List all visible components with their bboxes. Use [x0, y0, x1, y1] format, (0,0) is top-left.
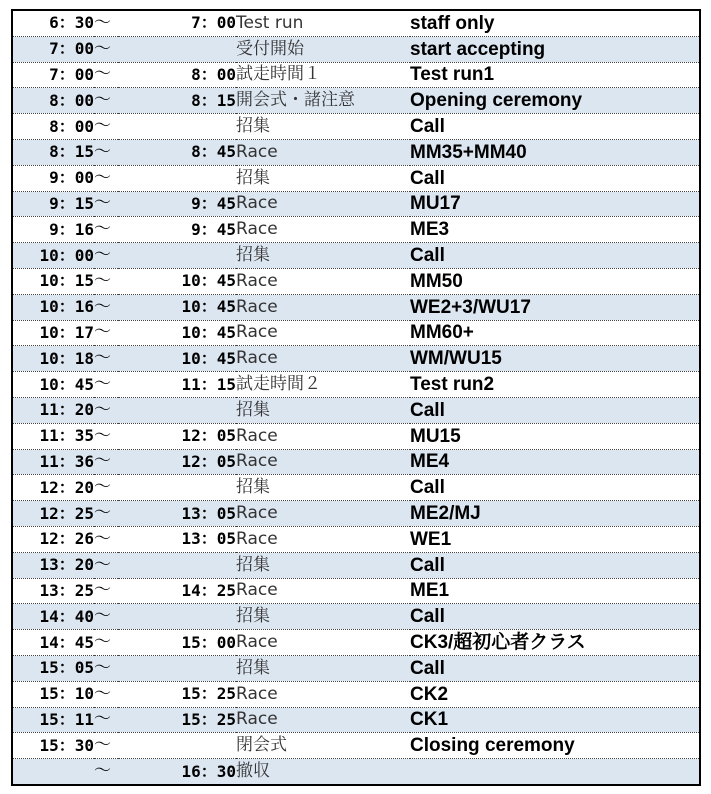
- activity-label: Race: [236, 191, 410, 217]
- end-time: [118, 114, 236, 140]
- time-range-separator: ～: [94, 191, 118, 217]
- schedule-row: [12, 578, 700, 604]
- category-label: Call: [410, 552, 700, 578]
- schedule-row: [12, 114, 700, 140]
- schedule-row: [12, 759, 700, 785]
- start-time: 9：15: [12, 191, 94, 217]
- category-label: MM60+: [410, 320, 700, 346]
- schedule-row: [12, 10, 700, 36]
- end-time: 10：45: [118, 294, 236, 320]
- end-time: 15：25: [118, 681, 236, 707]
- time-range-separator: ～: [94, 604, 118, 630]
- activity-label: 撤収: [236, 759, 410, 785]
- time-range-separator: ～: [94, 655, 118, 681]
- end-time: [118, 655, 236, 681]
- schedule-row: [12, 604, 700, 630]
- category-label: ME2/MJ: [410, 501, 700, 527]
- time-range-separator: ～: [94, 681, 118, 707]
- start-time: 10：16: [12, 294, 94, 320]
- schedule-row: [12, 62, 700, 88]
- start-time: 8：15: [12, 139, 94, 165]
- time-range-separator: ～: [94, 114, 118, 140]
- schedule-row: [12, 449, 700, 475]
- start-time: 10：17: [12, 320, 94, 346]
- end-time: 8：00: [118, 62, 236, 88]
- time-range-separator: ～: [94, 578, 118, 604]
- start-time: 15：05: [12, 655, 94, 681]
- activity-label: Race: [236, 320, 410, 346]
- category-label: ME1: [410, 578, 700, 604]
- start-time: 14：45: [12, 630, 94, 656]
- activity-label: 招集: [236, 655, 410, 681]
- activity-label: Race: [236, 139, 410, 165]
- time-range-separator: ～: [94, 501, 118, 527]
- schedule-row: [12, 423, 700, 449]
- start-time: [12, 759, 94, 785]
- activity-label: Race: [236, 217, 410, 243]
- time-range-separator: ～: [94, 423, 118, 449]
- time-range-separator: ～: [94, 165, 118, 191]
- time-range-separator: ～: [94, 320, 118, 346]
- start-time: 12：26: [12, 526, 94, 552]
- time-range-separator: ～: [94, 88, 118, 114]
- time-range-separator: ～: [94, 630, 118, 656]
- activity-label: 招集: [236, 165, 410, 191]
- time-range-separator: ～: [94, 268, 118, 294]
- start-time: 12：20: [12, 475, 94, 501]
- end-time: 8：15: [118, 88, 236, 114]
- end-time: 9：45: [118, 217, 236, 243]
- start-time: 12：25: [12, 501, 94, 527]
- time-range-separator: ～: [94, 294, 118, 320]
- activity-label: 閉会式: [236, 733, 410, 759]
- start-time: 7：00: [12, 36, 94, 62]
- start-time: 7：00: [12, 62, 94, 88]
- start-time: 10：45: [12, 372, 94, 398]
- activity-label: Race: [236, 268, 410, 294]
- schedule-row: [12, 707, 700, 733]
- end-time: 10：45: [118, 346, 236, 372]
- start-time: 6：30: [12, 10, 94, 36]
- end-time: 11：15: [118, 372, 236, 398]
- activity-label: 招集: [236, 604, 410, 630]
- end-time: [118, 397, 236, 423]
- start-time: 10：00: [12, 243, 94, 269]
- end-time: 14：25: [118, 578, 236, 604]
- end-time: 16：30: [118, 759, 236, 785]
- start-time: 14：40: [12, 604, 94, 630]
- time-range-separator: ～: [94, 139, 118, 165]
- schedule-row: [12, 165, 700, 191]
- activity-label: 招集: [236, 114, 410, 140]
- start-time: 10：18: [12, 346, 94, 372]
- category-label: start accepting: [410, 36, 700, 62]
- category-label: Test run1: [410, 62, 700, 88]
- schedule-row: [12, 630, 700, 656]
- start-time: 13：25: [12, 578, 94, 604]
- schedule-row: [12, 681, 700, 707]
- activity-label: 試走時間２: [236, 372, 410, 398]
- category-label: Call: [410, 243, 700, 269]
- category-label: ME3: [410, 217, 700, 243]
- end-time: [118, 604, 236, 630]
- category-label: [410, 759, 700, 785]
- schedule-row: [12, 268, 700, 294]
- category-label: Call: [410, 655, 700, 681]
- category-label: CK3/超初心者クラス: [410, 630, 700, 656]
- start-time: 15：10: [12, 681, 94, 707]
- schedule-row: [12, 501, 700, 527]
- end-time: 13：05: [118, 526, 236, 552]
- activity-label: 開会式・諸注意: [236, 88, 410, 114]
- schedule-row: [12, 552, 700, 578]
- start-time: 9：00: [12, 165, 94, 191]
- start-time: 8：00: [12, 114, 94, 140]
- schedule-row: [12, 191, 700, 217]
- category-label: MU15: [410, 423, 700, 449]
- time-range-separator: ～: [94, 526, 118, 552]
- time-range-separator: ～: [94, 707, 118, 733]
- activity-label: Test run: [236, 10, 410, 36]
- activity-label: 招集: [236, 552, 410, 578]
- time-range-separator: ～: [94, 372, 118, 398]
- schedule-row: [12, 397, 700, 423]
- start-time: 11：36: [12, 449, 94, 475]
- schedule-table: [11, 9, 701, 786]
- activity-label: Race: [236, 501, 410, 527]
- category-label: WE2+3/WU17: [410, 294, 700, 320]
- activity-label: 試走時間１: [236, 62, 410, 88]
- schedule-row: [12, 655, 700, 681]
- category-label: ME4: [410, 449, 700, 475]
- start-time: 11：35: [12, 423, 94, 449]
- end-time: 8：45: [118, 139, 236, 165]
- start-time: 11：20: [12, 397, 94, 423]
- time-range-separator: ～: [94, 62, 118, 88]
- activity-label: Race: [236, 346, 410, 372]
- time-range-separator: ～: [94, 397, 118, 423]
- category-label: Test run2: [410, 372, 700, 398]
- activity-label: Race: [236, 707, 410, 733]
- category-label: Call: [410, 475, 700, 501]
- activity-label: Race: [236, 449, 410, 475]
- schedule-row: [12, 36, 700, 62]
- schedule-row: [12, 88, 700, 114]
- time-range-separator: ～: [94, 10, 118, 36]
- activity-label: Race: [236, 423, 410, 449]
- category-label: Call: [410, 165, 700, 191]
- schedule-row: [12, 733, 700, 759]
- time-range-separator: ～: [94, 552, 118, 578]
- end-time: 7：00: [118, 10, 236, 36]
- activity-label: Race: [236, 681, 410, 707]
- start-time: 13：20: [12, 552, 94, 578]
- end-time: 9：45: [118, 191, 236, 217]
- end-time: [118, 243, 236, 269]
- schedule-row: [12, 139, 700, 165]
- activity-label: 招集: [236, 397, 410, 423]
- end-time: 13：05: [118, 501, 236, 527]
- start-time: 10：15: [12, 268, 94, 294]
- start-time: 15：11: [12, 707, 94, 733]
- start-time: 9：16: [12, 217, 94, 243]
- schedule-row: [12, 526, 700, 552]
- category-label: CK2: [410, 681, 700, 707]
- start-time: 15：30: [12, 733, 94, 759]
- activity-label: Race: [236, 294, 410, 320]
- schedule-row: [12, 294, 700, 320]
- end-time: [118, 165, 236, 191]
- category-label: MU17: [410, 191, 700, 217]
- schedule-row: [12, 320, 700, 346]
- time-range-separator: ～: [94, 733, 118, 759]
- end-time: 15：25: [118, 707, 236, 733]
- time-range-separator: ～: [94, 217, 118, 243]
- activity-label: Race: [236, 526, 410, 552]
- time-range-separator: ～: [94, 243, 118, 269]
- activity-label: Race: [236, 630, 410, 656]
- activity-label: 招集: [236, 243, 410, 269]
- category-label: Call: [410, 397, 700, 423]
- schedule-row: [12, 243, 700, 269]
- time-range-separator: ～: [94, 475, 118, 501]
- end-time: 12：05: [118, 449, 236, 475]
- start-time: 8：00: [12, 88, 94, 114]
- time-range-separator: ～: [94, 346, 118, 372]
- category-label: MM35+MM40: [410, 139, 700, 165]
- end-time: [118, 552, 236, 578]
- time-range-separator: ～: [94, 449, 118, 475]
- end-time: [118, 36, 236, 62]
- end-time: 15：00: [118, 630, 236, 656]
- category-label: WE1: [410, 526, 700, 552]
- end-time: 10：45: [118, 268, 236, 294]
- schedule-row: [12, 475, 700, 501]
- activity-label: 受付開始: [236, 36, 410, 62]
- time-range-separator: ～: [94, 36, 118, 62]
- schedule-row: [12, 346, 700, 372]
- time-range-separator: ～: [94, 759, 118, 785]
- category-label: Opening ceremony: [410, 88, 700, 114]
- category-label: Closing ceremony: [410, 733, 700, 759]
- category-label: staff only: [410, 10, 700, 36]
- end-time: [118, 733, 236, 759]
- schedule-body: [12, 10, 700, 785]
- activity-label: Race: [236, 578, 410, 604]
- activity-label: 招集: [236, 475, 410, 501]
- category-label: Call: [410, 114, 700, 140]
- category-label: CK1: [410, 707, 700, 733]
- schedule-row: [12, 217, 700, 243]
- category-label: WM/WU15: [410, 346, 700, 372]
- schedule-row: [12, 372, 700, 398]
- end-time: 10：45: [118, 320, 236, 346]
- end-time: 12：05: [118, 423, 236, 449]
- end-time: [118, 475, 236, 501]
- category-label: MM50: [410, 268, 700, 294]
- category-label: Call: [410, 604, 700, 630]
